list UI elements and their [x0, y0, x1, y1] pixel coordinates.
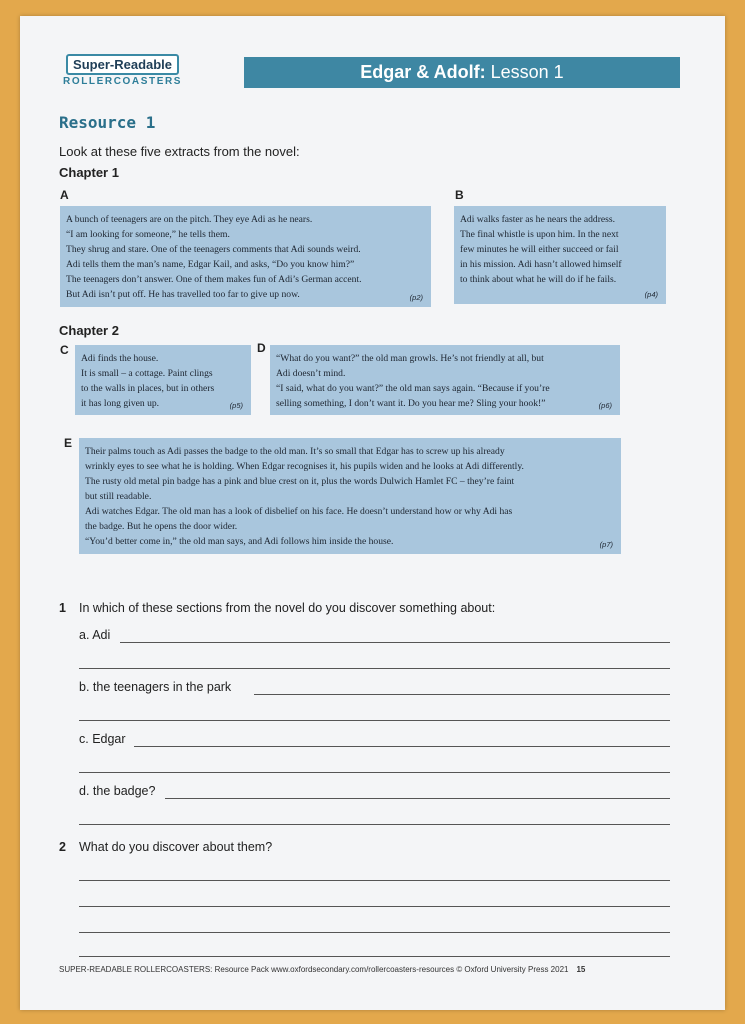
- footer: [59, 965, 585, 974]
- logo-subtitle: ROLLERCOASTERS: [63, 76, 183, 87]
- extract-d-page: (p6): [598, 401, 612, 410]
- extract-a-text: [66, 212, 425, 302]
- extract-line: it has long given up.: [81, 398, 160, 409]
- banner-title: Edgar & Adolf:: [360, 62, 486, 82]
- extract-e: [79, 438, 621, 554]
- question-1: [59, 601, 495, 615]
- question-1-number: 1: [59, 601, 66, 615]
- extract-line: the badge. But he opens the door wider.: [85, 521, 238, 532]
- extract-c-letter: C: [60, 343, 69, 357]
- extract-line: The rusty old metal pin badge has a pink and blue crest on it, plus the words Dulwich Hamlet FC – they’re faint: [85, 476, 515, 487]
- extract-e-letter: E: [64, 436, 73, 450]
- extract-a-letter: A: [60, 188, 69, 202]
- footer-text: SUPER-READABLE ROLLERCOASTERS: Resource Pack www.oxfordsecondary.com/rollercoasters-resources © Oxford University Press 2021: [59, 965, 569, 974]
- answer-line[interactable]: [165, 798, 670, 799]
- chapter-2-heading: Chapter 2: [59, 323, 119, 338]
- question-1-text: In which of these sections from the novel do you discover something about:: [79, 601, 496, 615]
- answer-line[interactable]: [79, 668, 670, 669]
- intro-text: Look at these five extracts from the novel:: [59, 144, 300, 159]
- answer-line[interactable]: [79, 906, 670, 907]
- extract-line: A bunch of teenagers are on the pitch. They eye Adi as he nears.: [66, 214, 313, 225]
- page-number: 15: [576, 965, 586, 974]
- extract-a: [60, 206, 431, 307]
- extract-b-letter: B: [455, 188, 464, 202]
- extract-line: Adi tells them the man’s name, Edgar Kail, and asks, “Do you know him?”: [66, 259, 355, 270]
- answer-line[interactable]: [79, 772, 670, 773]
- logo-title: Super-Readable: [66, 54, 179, 75]
- question-2-text: What do you discover about them?: [79, 840, 273, 854]
- extract-line: The teenagers don’t answer. One of them makes fun of Adi’s German accent.: [66, 274, 362, 285]
- logo: [63, 54, 182, 87]
- extract-d: [270, 345, 620, 415]
- extract-a-page: (p2): [409, 293, 423, 302]
- extract-line: to think about what he will do if he fails.: [460, 274, 617, 285]
- extract-c-text: [81, 351, 245, 411]
- extract-line: to the walls in places, but in others: [81, 383, 215, 394]
- extract-b-text: [460, 212, 660, 287]
- extract-line: “I said, what do you want?” the old man says again. “Because if you’re: [276, 383, 550, 394]
- lesson-banner: [244, 57, 680, 88]
- extract-d-letter: D: [257, 341, 266, 355]
- extract-line: It is small – a cottage. Paint clings: [81, 368, 213, 379]
- answer-line[interactable]: [79, 932, 670, 933]
- question-1b-label: b. the teenagers in the park: [79, 680, 232, 694]
- extract-b: [454, 206, 666, 304]
- answer-line[interactable]: [120, 642, 670, 643]
- extract-line: They shrug and stare. One of the teenagers comments that Adi sounds weird.: [66, 244, 361, 255]
- extract-line: “You’d better come in,” the old man says, and Adi follows him inside the house.: [85, 536, 394, 547]
- question-2: [59, 840, 272, 854]
- extract-line: The final whistle is upon him. In the next: [460, 229, 619, 240]
- extract-line: but still readable.: [85, 491, 152, 502]
- question-1d-label: d. the badge?: [79, 784, 156, 798]
- banner-lesson: Lesson 1: [485, 62, 564, 82]
- extract-line: But Adi isn’t put off. He has travelled too far to give up now.: [66, 289, 300, 300]
- question-1c-label: c. Edgar: [79, 732, 126, 746]
- extract-e-page: (p7): [599, 540, 613, 549]
- answer-line[interactable]: [79, 720, 670, 721]
- extract-line: Adi walks faster as he nears the address.: [460, 214, 616, 225]
- extract-b-page: (p4): [644, 290, 658, 299]
- extract-line: in his mission. Adi hasn’t allowed himself: [460, 259, 622, 270]
- question-2-number: 2: [59, 840, 66, 854]
- extract-line: selling something, I don’t want it. Do you hear me? Sling your hook!”: [276, 398, 546, 409]
- extract-line: Adi doesn’t mind.: [276, 368, 346, 379]
- extract-line: “I am looking for someone,” he tells them.: [66, 229, 230, 240]
- extract-d-text: [276, 351, 614, 411]
- answer-line[interactable]: [79, 956, 670, 957]
- extract-line: Their palms touch as Adi passes the badge to the old man. It’s so small that Edgar has to screw up his already: [85, 446, 505, 457]
- extract-line: wrinkly eyes to see what he is holding. When Edgar recognises it, his pupils widen and he looks at Adi differently.: [85, 461, 524, 472]
- question-1a-label: a. Adi: [79, 628, 111, 642]
- extract-c-page: (p5): [229, 401, 243, 410]
- chapter-1-heading: Chapter 1: [59, 165, 119, 180]
- extract-line: Adi finds the house.: [81, 353, 159, 364]
- answer-line[interactable]: [79, 824, 670, 825]
- extract-line: Adi watches Edgar. The old man has a look of disbelief on his face. He doesn’t understand how or why Adi has: [85, 506, 513, 517]
- resource-title: Resource 1: [59, 113, 156, 132]
- answer-line[interactable]: [134, 746, 670, 747]
- extract-e-text: [85, 444, 615, 549]
- extract-c: [75, 345, 251, 415]
- answer-line[interactable]: [254, 694, 670, 695]
- extract-line: few minutes he will either succeed or fail: [460, 244, 619, 255]
- worksheet-page: [20, 16, 725, 1010]
- extract-line: “What do you want?” the old man growls. He’s not friendly at all, but: [276, 353, 544, 364]
- answer-line[interactable]: [79, 880, 670, 881]
